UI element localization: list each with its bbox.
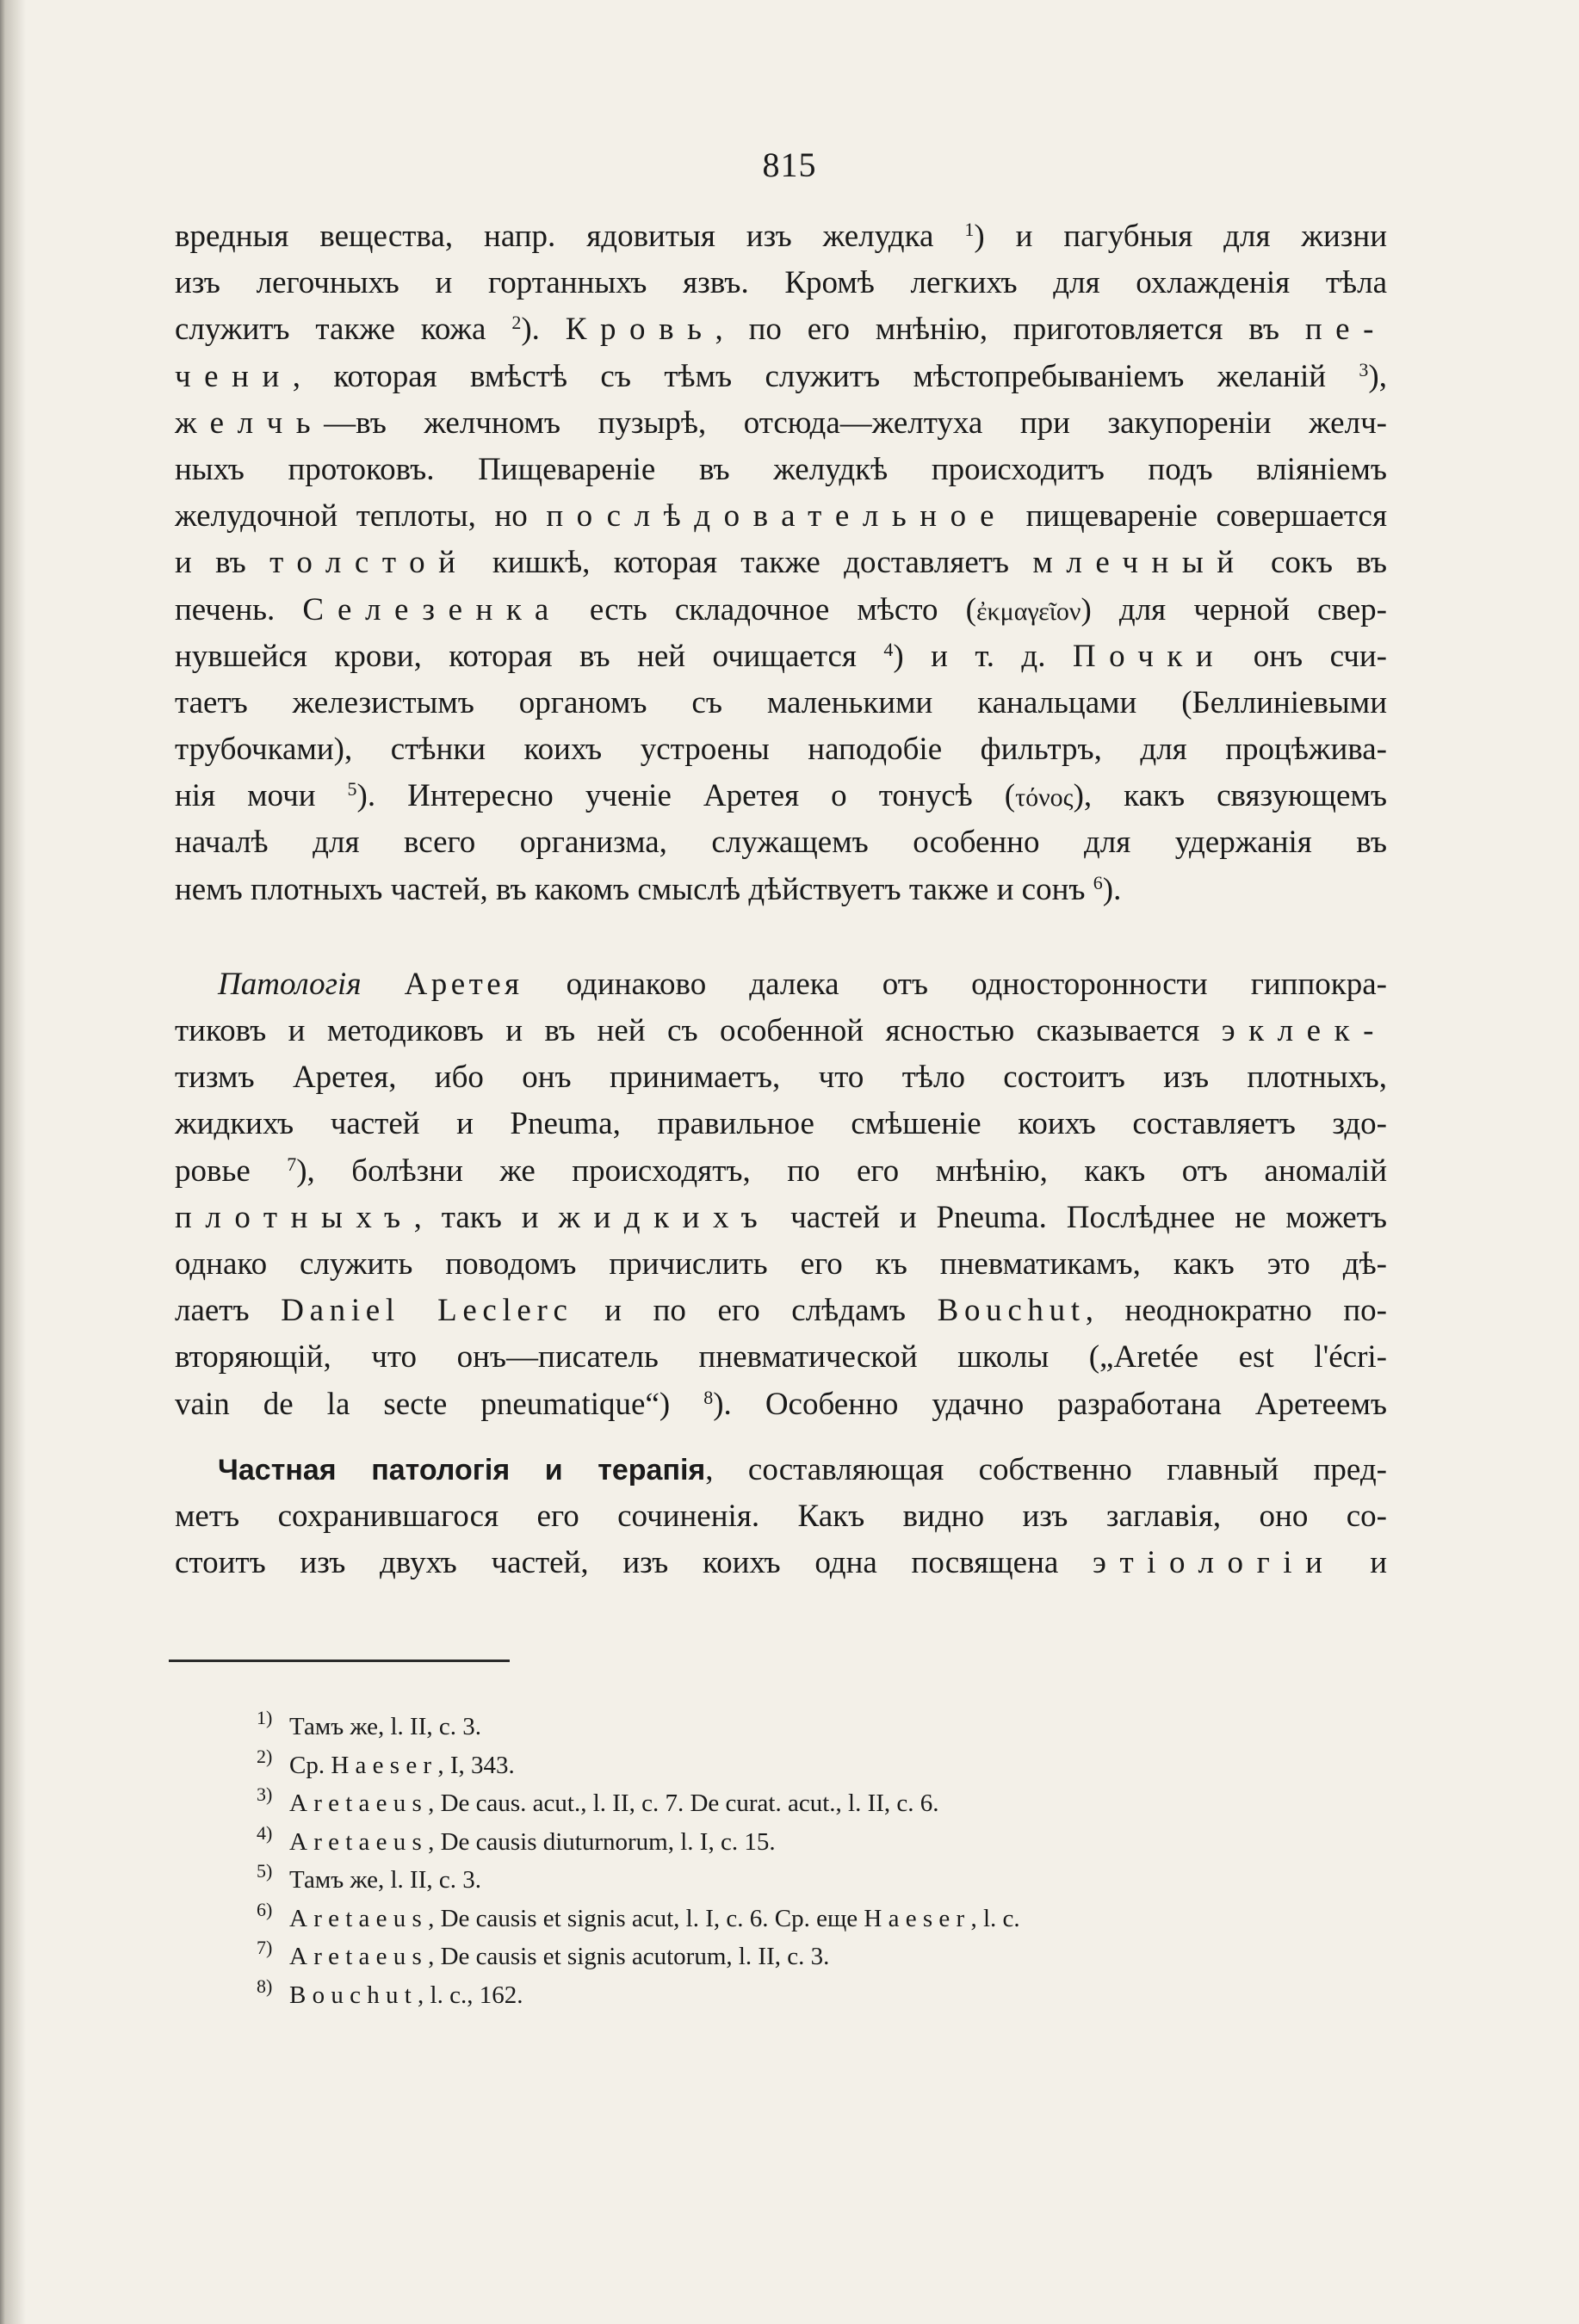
text-line: желудочной теплоты, но послѣдовательное пищевареніе совершается xyxy=(175,498,1387,535)
text-line: нія мочи $^5$). Интересно ученіе Аретея о тонусѣ (τόνος), какъ связующемъ xyxy=(175,778,1388,814)
text-line: чени, которая вмѣстѣ съ тѣмъ служитъ мѣстопребываніемъ желаній $^3$), xyxy=(175,358,1387,394)
spaced-term: млечный xyxy=(1032,545,1248,581)
footnote: $^{1)}$ Тамъ же, l. II, c. 3. xyxy=(257,1707,481,1740)
spaced-term: желчь xyxy=(175,405,325,441)
footnote: $^{2)}$ Ср. Haeser, I, 343. xyxy=(257,1745,515,1779)
text-line: и въ толстой кишкѣ, которая также доставляетъ млечный сокъ въ xyxy=(175,545,1387,581)
spaced-term: этіологіи xyxy=(1093,1545,1336,1581)
text-line: ровье $^7$), болѣзни же происходятъ, по его мнѣнію, какъ отъ аномалій xyxy=(175,1153,1387,1189)
text-line: жидкихъ частей и Pneuma, правильное смѣшеніе коихъ составляетъ здо- xyxy=(175,1106,1387,1142)
text-line: немъ плотныхъ частей, въ какомъ смыслѣ дѣйствуетъ также и сонъ $^6$). xyxy=(175,871,1122,907)
spaced-term: Bouchut xyxy=(937,1293,1086,1329)
spaced-term: эклек- xyxy=(1221,1013,1387,1048)
text-line: тиковъ и методиковъ и въ ней съ особенной ясностью сказывается эклек- xyxy=(175,1013,1387,1048)
spaced-term: плотныхъ xyxy=(175,1199,414,1235)
footnotes xyxy=(257,1708,1020,2014)
text-line: Частная патологія и терапія, составляющая собственно главный пред- xyxy=(218,1451,1387,1487)
footnote: $^{4)}$ Aretaeus, De causis diuturnorum, l. I, c. 15. xyxy=(257,1821,776,1856)
spaced-term: Кровь xyxy=(565,312,715,348)
text-line: тизмъ Аретея, ибо онъ принимаетъ, что тѣло состоитъ изъ плотныхъ, xyxy=(175,1060,1387,1096)
footnote: $^{6)}$ Aretaeus, De causis et signis acut, l. I, c. 6. Ср. еще Haeser, l. c. xyxy=(257,1898,1020,1932)
text-line: служитъ также кожа $^2$). Кровь, по его мнѣнію, приготовляется въ пе- xyxy=(175,312,1388,348)
footnote: $^{7)}$ Aretaeus, De causis et signis acutorum, l. II, c. 3. xyxy=(257,1937,830,1970)
greek-term: τόνος xyxy=(1015,783,1074,813)
text-line: vain de la secte pneumatique“) $^8$). Особенно удачно разработана Аретеемъ xyxy=(175,1386,1388,1422)
text-line: плотныхъ, такъ и жидкихъ частей и Pneuma. Послѣднее не можетъ xyxy=(175,1199,1387,1235)
text-line: печень. Селезенка есть складочное мѣсто (ἐκμαγεῖον) для черной свер- xyxy=(175,591,1387,627)
text-line: метъ сохранившагося его сочиненія. Какъ видно изъ заглавія, оно со- xyxy=(175,1498,1387,1534)
text-line: изъ легочныхъ и гортанныхъ язвъ. Кромѣ легкихъ для охлажденія тѣла xyxy=(175,265,1387,301)
spaced-term: Почки xyxy=(1072,638,1227,674)
text-line: вторяющій, что онъ—писатель пневматической школы („Aretée est l'écri- xyxy=(175,1339,1387,1375)
italic-term: Патологія xyxy=(218,966,362,1002)
footnote: $^{8)}$ Bouchut, l. c., 162. xyxy=(257,1975,523,2009)
text-line: трубочками), стѣнки коихъ устроены наподобіе фильтръ, для процѣжива- xyxy=(175,732,1387,768)
text-line: однако служить поводомъ причислить его къ пневматикамъ, какъ это дѣ- xyxy=(175,1245,1387,1282)
spaced-term: послѣдовательное xyxy=(546,498,1008,535)
text-line: желчь—въ желчномъ пузырѣ, отсюда—желтуха при закупореніи желч- xyxy=(175,405,1387,441)
text-line: ныхъ протоковъ. Пищевареніе въ желудкѣ происходитъ подъ вліяніемъ xyxy=(175,451,1387,487)
text-line: нувшейся крови, которая въ ней очищается $^4$) и т. д. Почки онъ счи- xyxy=(175,638,1387,674)
text-line: таетъ железистымъ органомъ съ маленькими канальцами (Беллиніевыми xyxy=(175,684,1387,720)
spaced-term: Daniel Leclerc xyxy=(281,1293,573,1329)
footnote: $^{3)}$ Aretaeus, De caus. acut., l. II, c. 7. De curat. acut., l. II, c. 6. xyxy=(257,1783,939,1817)
text-line: началѣ для всего организма, служащемъ особенно для удержанія въ xyxy=(175,825,1387,861)
page-binding-edge xyxy=(0,0,26,2324)
spaced-term: жидкихъ xyxy=(558,1199,771,1235)
text-line: лаетъ Daniel Leclerc и по его слѣдамъ Bouchut, неоднократно по- xyxy=(175,1293,1387,1329)
footnote: $^{5)}$ Тамъ же, l. II, c. 3. xyxy=(257,1860,481,1894)
greek-term: ἐκμαγεῖον xyxy=(975,596,1081,626)
bold-heading-term: Частная патологія и терапія xyxy=(218,1453,706,1486)
body-text xyxy=(175,213,1387,1586)
page-number: 815 xyxy=(762,145,817,184)
text-line: стоитъ изъ двухъ частей, изъ коихъ одна посвящена этіологіи и xyxy=(175,1545,1387,1581)
footnote-separator xyxy=(169,1660,510,1662)
spaced-term: Селезенка xyxy=(302,591,562,627)
text-line: Патологія Аретея одинаково далека отъ односторонности гиппокра- xyxy=(218,966,1387,1002)
spaced-term: толстой xyxy=(269,545,469,581)
text-line: вредныя вещества, напр. ядовитыя изъ желудка $^1$) и пагубныя для жизни xyxy=(175,219,1387,254)
